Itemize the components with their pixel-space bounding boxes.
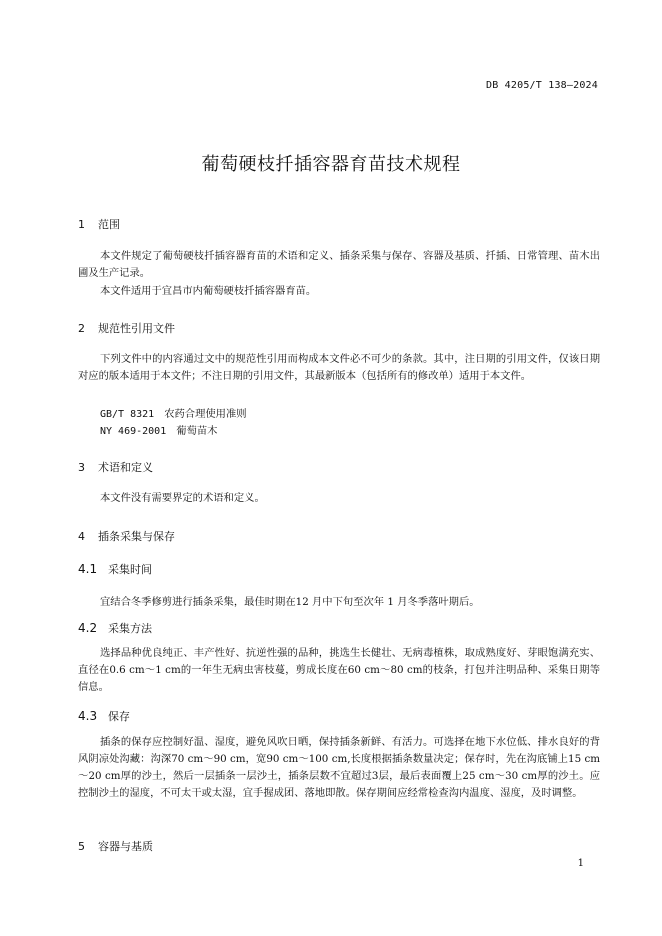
section-2-heading (78, 320, 175, 336)
section-1-heading (78, 216, 120, 232)
reference-item (100, 422, 217, 437)
subsection-title: 保存 (108, 710, 130, 723)
reference-item (100, 405, 247, 420)
paragraph: 下列文件中的内容通过文中的规范性引用而构成本文件必不可少的条款。其中，注日期的引用文件，仅该日期对应的版本适用于本文件；不注日期的引用文件，其最新版本（包括所有的修改单）适用于本文件。 (78, 353, 600, 382)
subsection-4-3-heading (78, 708, 130, 724)
paragraph: 本文件适用于宜昌市内葡萄硬枝扦插容器育苗。 (100, 285, 317, 297)
subsection-number: 4.1 (78, 562, 98, 576)
paragraph: 选择品种优良纯正、丰产性好、抗逆性强的品种，挑选生长健壮、无病毒植株，取成熟度好、芽眼饱满充实、直径在0.6 cm～1 cm的一年生无病虫害枝蔓，剪成长度在60 cm～80 cm的枝条，打包并注明品种、采集日期等信息。 (78, 647, 600, 693)
subsection-number: 4.3 (78, 709, 98, 723)
section-number: 2 (78, 322, 85, 335)
document-title: 葡萄硬枝扦插容器育苗技术规程 (201, 154, 461, 175)
subsection-number: 4.2 (78, 621, 98, 635)
reference-name: 葡萄苗木 (176, 425, 218, 437)
section-title: 规范性引用文件 (98, 322, 175, 335)
subsection-title: 采集时间 (108, 563, 152, 576)
section-number: 5 (78, 840, 85, 853)
subsection-4-1-heading (78, 561, 152, 577)
paragraph: 本文件规定了葡萄硬枝扦插容器育苗的术语和定义、插条采集与保存、容器及基质、扦插、日常管理、苗木出圃及生产记录。 (78, 250, 600, 279)
paragraph: 插条的保存应控制好温、湿度，避免风吹日晒，保持插条新鲜、有活力。可选择在地下水位低、排水良好的背风阴凉处沟藏：沟深70 cm～90 cm，宽90 cm～100 cm,长度根据插条数量决定；保存时，先在沟底铺上15 cm～20 cm厚的沙土，然后一层插条一层沙土，插条层数不宜超过3层，最后表面覆上25 cm～30 cm厚的沙土。应控制沙土的湿度，不可太干或太湿，宜手握成团、落地即散。保存期间应经常检查沟内温度、湿度，及时调整。 (78, 736, 600, 799)
section-number: 3 (78, 461, 85, 474)
section-title: 插条采集与保存 (98, 530, 175, 543)
section-title: 范围 (98, 218, 120, 231)
subsection-title: 采集方法 (108, 622, 152, 635)
paragraph: 本文件没有需要界定的术语和定义。 (100, 492, 265, 504)
document-code: DB 4205/T 138—2024 (486, 80, 598, 91)
subsection-4-2-heading (78, 620, 152, 636)
section-title: 术语和定义 (98, 461, 153, 474)
section-5-heading (78, 838, 153, 854)
section-title: 容器与基质 (98, 840, 153, 853)
page-number: 1 (577, 858, 584, 869)
reference-code: NY 469-2001 (100, 426, 167, 437)
paragraph: 宜结合冬季修剪进行插条采集，最佳时期在12 月中下旬至次年 1 月冬季落叶期后。 (100, 596, 480, 608)
section-number: 4 (78, 530, 85, 543)
section-3-heading (78, 459, 153, 475)
reference-code: GB/T 8321 (100, 409, 155, 420)
reference-name: 农药合理使用准则 (164, 408, 247, 420)
section-4-heading (78, 528, 175, 544)
section-number: 1 (78, 218, 85, 231)
